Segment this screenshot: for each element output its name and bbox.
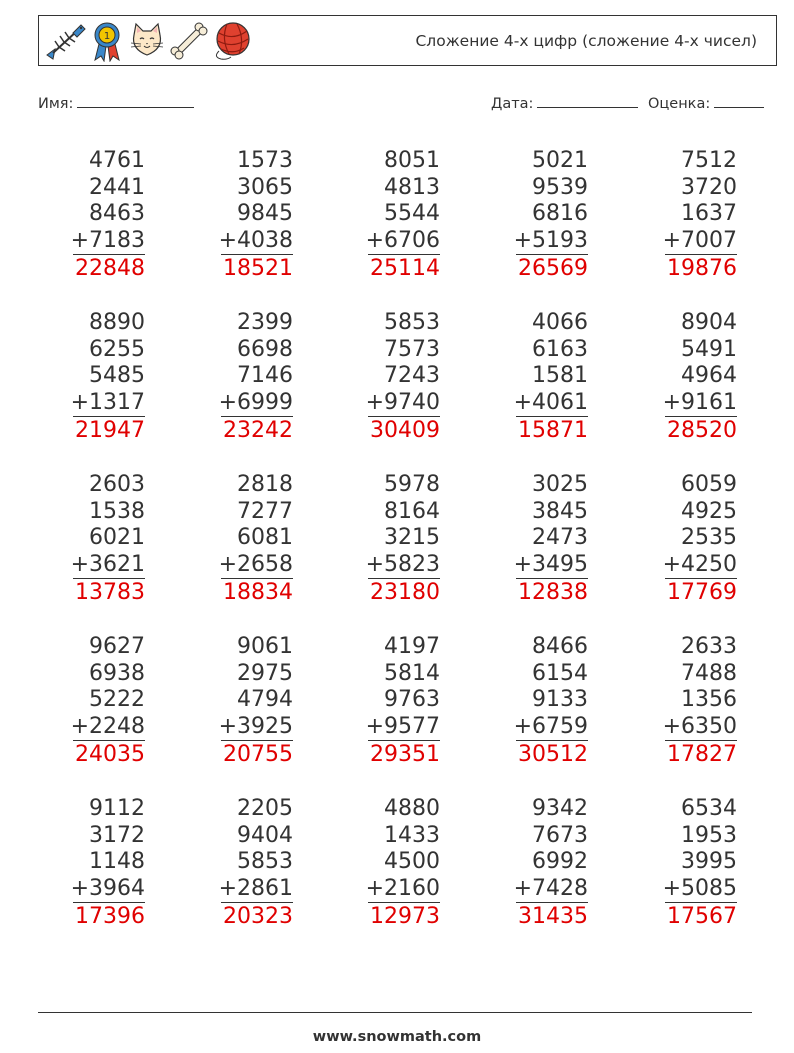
addend: 2473	[532, 525, 588, 550]
addend: 8463	[89, 201, 145, 226]
answer: 22848	[75, 256, 145, 281]
addition-problem	[627, 634, 737, 768]
addend: 4880	[384, 796, 440, 821]
addend: 9845	[237, 201, 293, 226]
fish-skeleton-icon	[43, 21, 87, 61]
addition-problem	[35, 310, 145, 444]
addend: 9763	[384, 687, 440, 712]
addition-problem	[35, 148, 145, 282]
addition-problem	[330, 796, 440, 930]
answer: 29351	[370, 742, 440, 767]
answer: 12973	[370, 904, 440, 929]
answer: 30512	[518, 742, 588, 767]
addend: 4964	[681, 363, 737, 388]
addend: 8904	[681, 310, 737, 335]
addend-with-plus: +7428	[513, 875, 588, 901]
addend: 7512	[681, 148, 737, 173]
addend: 8890	[89, 310, 145, 335]
addend: 4761	[89, 148, 145, 173]
addition-problem	[478, 310, 588, 444]
addition-problem	[330, 310, 440, 444]
addend-with-plus: +1317	[70, 389, 145, 415]
addend: 9133	[532, 687, 588, 712]
answer: 19876	[667, 256, 737, 281]
addend: 3065	[237, 174, 293, 200]
addend: 9539	[532, 174, 588, 200]
addend: 6534	[681, 796, 737, 821]
answer: 24035	[75, 742, 145, 767]
grade-label: Оценка:	[648, 96, 711, 112]
addend-with-plus: +2160	[365, 875, 440, 901]
addend-with-plus: +9740	[365, 389, 440, 415]
addend: 5853	[237, 849, 293, 874]
answer: 31435	[518, 904, 588, 929]
addition-problem	[627, 472, 737, 606]
addend-with-plus: +6706	[365, 227, 440, 253]
addend: 8466	[532, 634, 588, 659]
addend: 5021	[532, 148, 588, 173]
addend-with-plus: +3495	[513, 551, 588, 577]
addend: 2441	[89, 174, 145, 200]
answer: 30409	[370, 418, 440, 443]
medal-number: 1	[103, 31, 111, 42]
addend: 4794	[237, 687, 293, 712]
addend: 2205	[237, 796, 293, 821]
answer: 17769	[667, 580, 737, 605]
date-field	[491, 92, 638, 114]
addend: 1573	[237, 148, 293, 173]
addend: 1953	[681, 822, 737, 848]
addend: 6698	[237, 336, 293, 362]
addend-with-plus: +3925	[218, 713, 293, 739]
addition-problem	[478, 634, 588, 768]
addend-with-plus: +9577	[365, 713, 440, 739]
addend-with-plus: +6999	[218, 389, 293, 415]
cat-face-icon	[127, 21, 167, 61]
addition-problem	[183, 310, 293, 444]
addend: 4500	[384, 849, 440, 874]
addition-problem	[35, 634, 145, 768]
addend: 1433	[384, 822, 440, 848]
addend: 1538	[89, 498, 145, 524]
addend: 6021	[89, 525, 145, 550]
addend-with-plus: +7007	[662, 227, 737, 253]
addend: 6163	[532, 336, 588, 362]
answer: 12838	[518, 580, 588, 605]
medal-icon	[89, 20, 125, 62]
addend-with-plus: +2248	[70, 713, 145, 739]
answer: 17396	[75, 904, 145, 929]
addition-problem	[183, 634, 293, 768]
addend: 5485	[89, 363, 145, 388]
addition-problem	[183, 148, 293, 282]
addend-with-plus: +7183	[70, 227, 145, 253]
worksheet-title: Сложение 4-х цифр (сложение 4-х чисел)	[415, 32, 757, 50]
addend: 3845	[532, 498, 588, 524]
addend: 7146	[237, 363, 293, 388]
addend: 7488	[681, 660, 737, 686]
addend: 3995	[681, 849, 737, 874]
addend: 5544	[384, 201, 440, 226]
addition-problem	[35, 796, 145, 930]
addition-problem	[627, 148, 737, 282]
addend: 6992	[532, 849, 588, 874]
answer: 17567	[667, 904, 737, 929]
addend: 9404	[237, 822, 293, 848]
grade-field	[648, 92, 764, 114]
addend: 9061	[237, 634, 293, 659]
addition-problem	[478, 796, 588, 930]
answer: 15871	[518, 418, 588, 443]
addend-with-plus: +3621	[70, 551, 145, 577]
name-label: Имя:	[38, 96, 74, 112]
addend: 9627	[89, 634, 145, 659]
addend: 7277	[237, 498, 293, 524]
addend: 3172	[89, 822, 145, 848]
addend: 6154	[532, 660, 588, 686]
addend: 7243	[384, 363, 440, 388]
addend: 6059	[681, 472, 737, 497]
addend: 2633	[681, 634, 737, 659]
answer: 28520	[667, 418, 737, 443]
addend: 4925	[681, 498, 737, 524]
addition-problem	[478, 148, 588, 282]
addend: 6255	[89, 336, 145, 362]
addend: 2399	[237, 310, 293, 335]
addend: 8164	[384, 498, 440, 524]
addition-problem	[627, 796, 737, 930]
addend: 1637	[681, 201, 737, 226]
footer-divider	[38, 1012, 752, 1013]
addend: 1356	[681, 687, 737, 712]
name-field	[38, 92, 194, 114]
answer: 18521	[223, 256, 293, 281]
addend: 1581	[532, 363, 588, 388]
addend: 4197	[384, 634, 440, 659]
addition-problem	[330, 634, 440, 768]
grade-blank[interactable]	[714, 92, 764, 108]
answer: 25114	[370, 256, 440, 281]
addend: 5491	[681, 336, 737, 362]
addend: 5814	[384, 660, 440, 686]
answer: 17827	[667, 742, 737, 767]
addend: 4066	[532, 310, 588, 335]
addend-with-plus: +4061	[513, 389, 588, 415]
addend-with-plus: +6759	[513, 713, 588, 739]
answer: 23180	[370, 580, 440, 605]
addition-problem	[330, 472, 440, 606]
addend: 7673	[532, 822, 588, 848]
date-blank[interactable]	[537, 92, 638, 108]
yarn-ball-icon	[211, 21, 255, 61]
answer: 21947	[75, 418, 145, 443]
answer: 20755	[223, 742, 293, 767]
addend: 2818	[237, 472, 293, 497]
answer: 18834	[223, 580, 293, 605]
footer-website: www.snowmath.com	[312, 1029, 482, 1045]
addition-problem	[183, 796, 293, 930]
worksheet-header	[38, 15, 777, 66]
addend: 7573	[384, 336, 440, 362]
addend: 5978	[384, 472, 440, 497]
addition-problem	[627, 310, 737, 444]
addend: 2535	[681, 525, 737, 550]
answer: 26569	[518, 256, 588, 281]
addend: 8051	[384, 148, 440, 173]
date-label: Дата:	[491, 96, 534, 112]
addend: 1148	[89, 849, 145, 874]
bone-icon	[169, 21, 209, 61]
addend-with-plus: +4038	[218, 227, 293, 253]
addition-problem	[478, 472, 588, 606]
addition-problem	[183, 472, 293, 606]
header-icons	[43, 19, 257, 63]
addend: 9112	[89, 796, 145, 821]
addend-with-plus: +5193	[513, 227, 588, 253]
addition-problem	[330, 148, 440, 282]
addend-with-plus: +5823	[365, 551, 440, 577]
addend-with-plus: +2861	[218, 875, 293, 901]
addend: 6938	[89, 660, 145, 686]
addend: 2603	[89, 472, 145, 497]
addend: 3215	[384, 525, 440, 550]
addend: 3025	[532, 472, 588, 497]
addend-with-plus: +3964	[70, 875, 145, 901]
addend: 9342	[532, 796, 588, 821]
addition-problem	[35, 472, 145, 606]
answer: 20323	[223, 904, 293, 929]
addend: 2975	[237, 660, 293, 686]
answer: 23242	[223, 418, 293, 443]
addend: 3720	[681, 174, 737, 200]
addend: 6081	[237, 525, 293, 550]
addend-with-plus: +6350	[662, 713, 737, 739]
addend-with-plus: +9161	[662, 389, 737, 415]
addend: 5222	[89, 687, 145, 712]
addend: 4813	[384, 174, 440, 200]
addend: 5853	[384, 310, 440, 335]
addend: 6816	[532, 201, 588, 226]
addend-with-plus: +5085	[662, 875, 737, 901]
answer: 13783	[75, 580, 145, 605]
name-blank[interactable]	[77, 92, 194, 108]
addend-with-plus: +4250	[662, 551, 737, 577]
addend-with-plus: +2658	[218, 551, 293, 577]
